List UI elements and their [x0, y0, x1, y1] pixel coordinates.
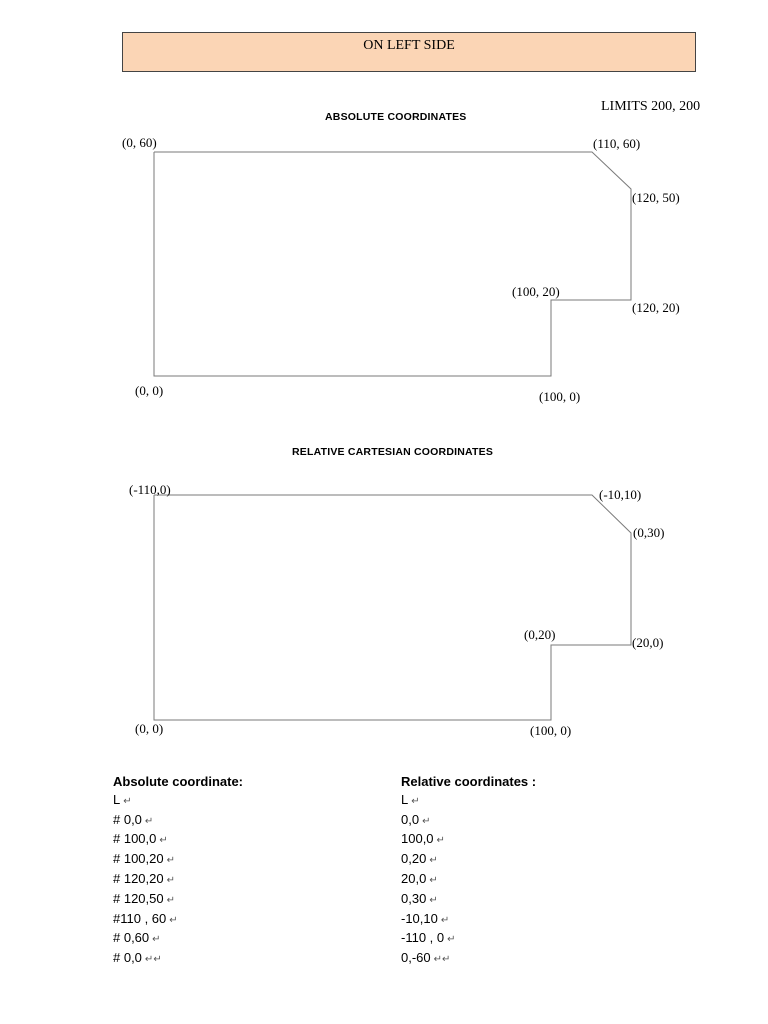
list-item: 100,0 ↵ — [401, 831, 445, 847]
list-item: #110 , 60 ↵ — [113, 910, 178, 926]
relative-list-title: Relative coordinates : — [401, 774, 537, 789]
list-item: 0,20 ↵ — [401, 851, 438, 867]
abs-label-110-60: (110, 60) — [593, 136, 641, 151]
abs-label-100-20: (100, 20) — [512, 284, 560, 299]
list-item: # 100,0 ↵ — [113, 831, 168, 847]
limits-text: LIMITS 200, 200 — [601, 99, 701, 114]
absolute-command-list — [113, 773, 243, 969]
rel-label-0-30: (0,30) — [633, 525, 665, 540]
list-item: 0,-60 ↵↵ — [401, 950, 451, 966]
relative-heading: RELATIVE CARTESIAN COORDINATES — [292, 446, 494, 458]
list-item: # 0,0 ↵↵ — [113, 950, 162, 966]
rel-label-20-0: (20,0) — [632, 635, 664, 650]
list-item: 0,0 ↵ — [401, 811, 431, 827]
list-item: # 0,60 ↵ — [113, 930, 161, 946]
list-item: # 120,50 ↵ — [113, 890, 175, 906]
rel-label-0-0: (0, 0) — [135, 721, 164, 736]
rel-label-100-0: (100, 0) — [530, 723, 572, 738]
abs-label-120-20: (120, 20) — [632, 300, 680, 315]
list-item: L ↵ — [113, 791, 132, 807]
absolute-list-title: Absolute coordinate: — [113, 774, 244, 789]
list-item: # 0,0 ↵ — [113, 811, 154, 827]
abs-label-0-0: (0, 0) — [135, 383, 164, 398]
list-item: # 100,20 ↵ — [113, 851, 175, 867]
rel-label-minus110-0: (-110,0) — [129, 482, 171, 497]
list-item: -110 , 0 ↵ — [401, 930, 456, 946]
abs-label-120-50: (120, 50) — [632, 190, 680, 205]
rel-label-minus10-10: (-10,10) — [599, 487, 642, 502]
absolute-heading: ABSOLUTE COORDINATES — [325, 111, 467, 123]
list-item: L ↵ — [401, 791, 420, 807]
list-item: 0,30 ↵ — [401, 890, 438, 906]
relative-command-list — [401, 773, 536, 969]
list-item: # 120,20 ↵ — [113, 870, 175, 886]
list-item: -10,10 ↵ — [401, 910, 450, 926]
abs-label-0-60: (0, 60) — [122, 135, 157, 150]
list-item: 20,0 ↵ — [401, 870, 438, 886]
abs-label-100-0: (100, 0) — [539, 389, 581, 404]
rel-label-0-20: (0,20) — [524, 627, 556, 642]
banner-title: ON LEFT SIDE — [363, 38, 455, 53]
